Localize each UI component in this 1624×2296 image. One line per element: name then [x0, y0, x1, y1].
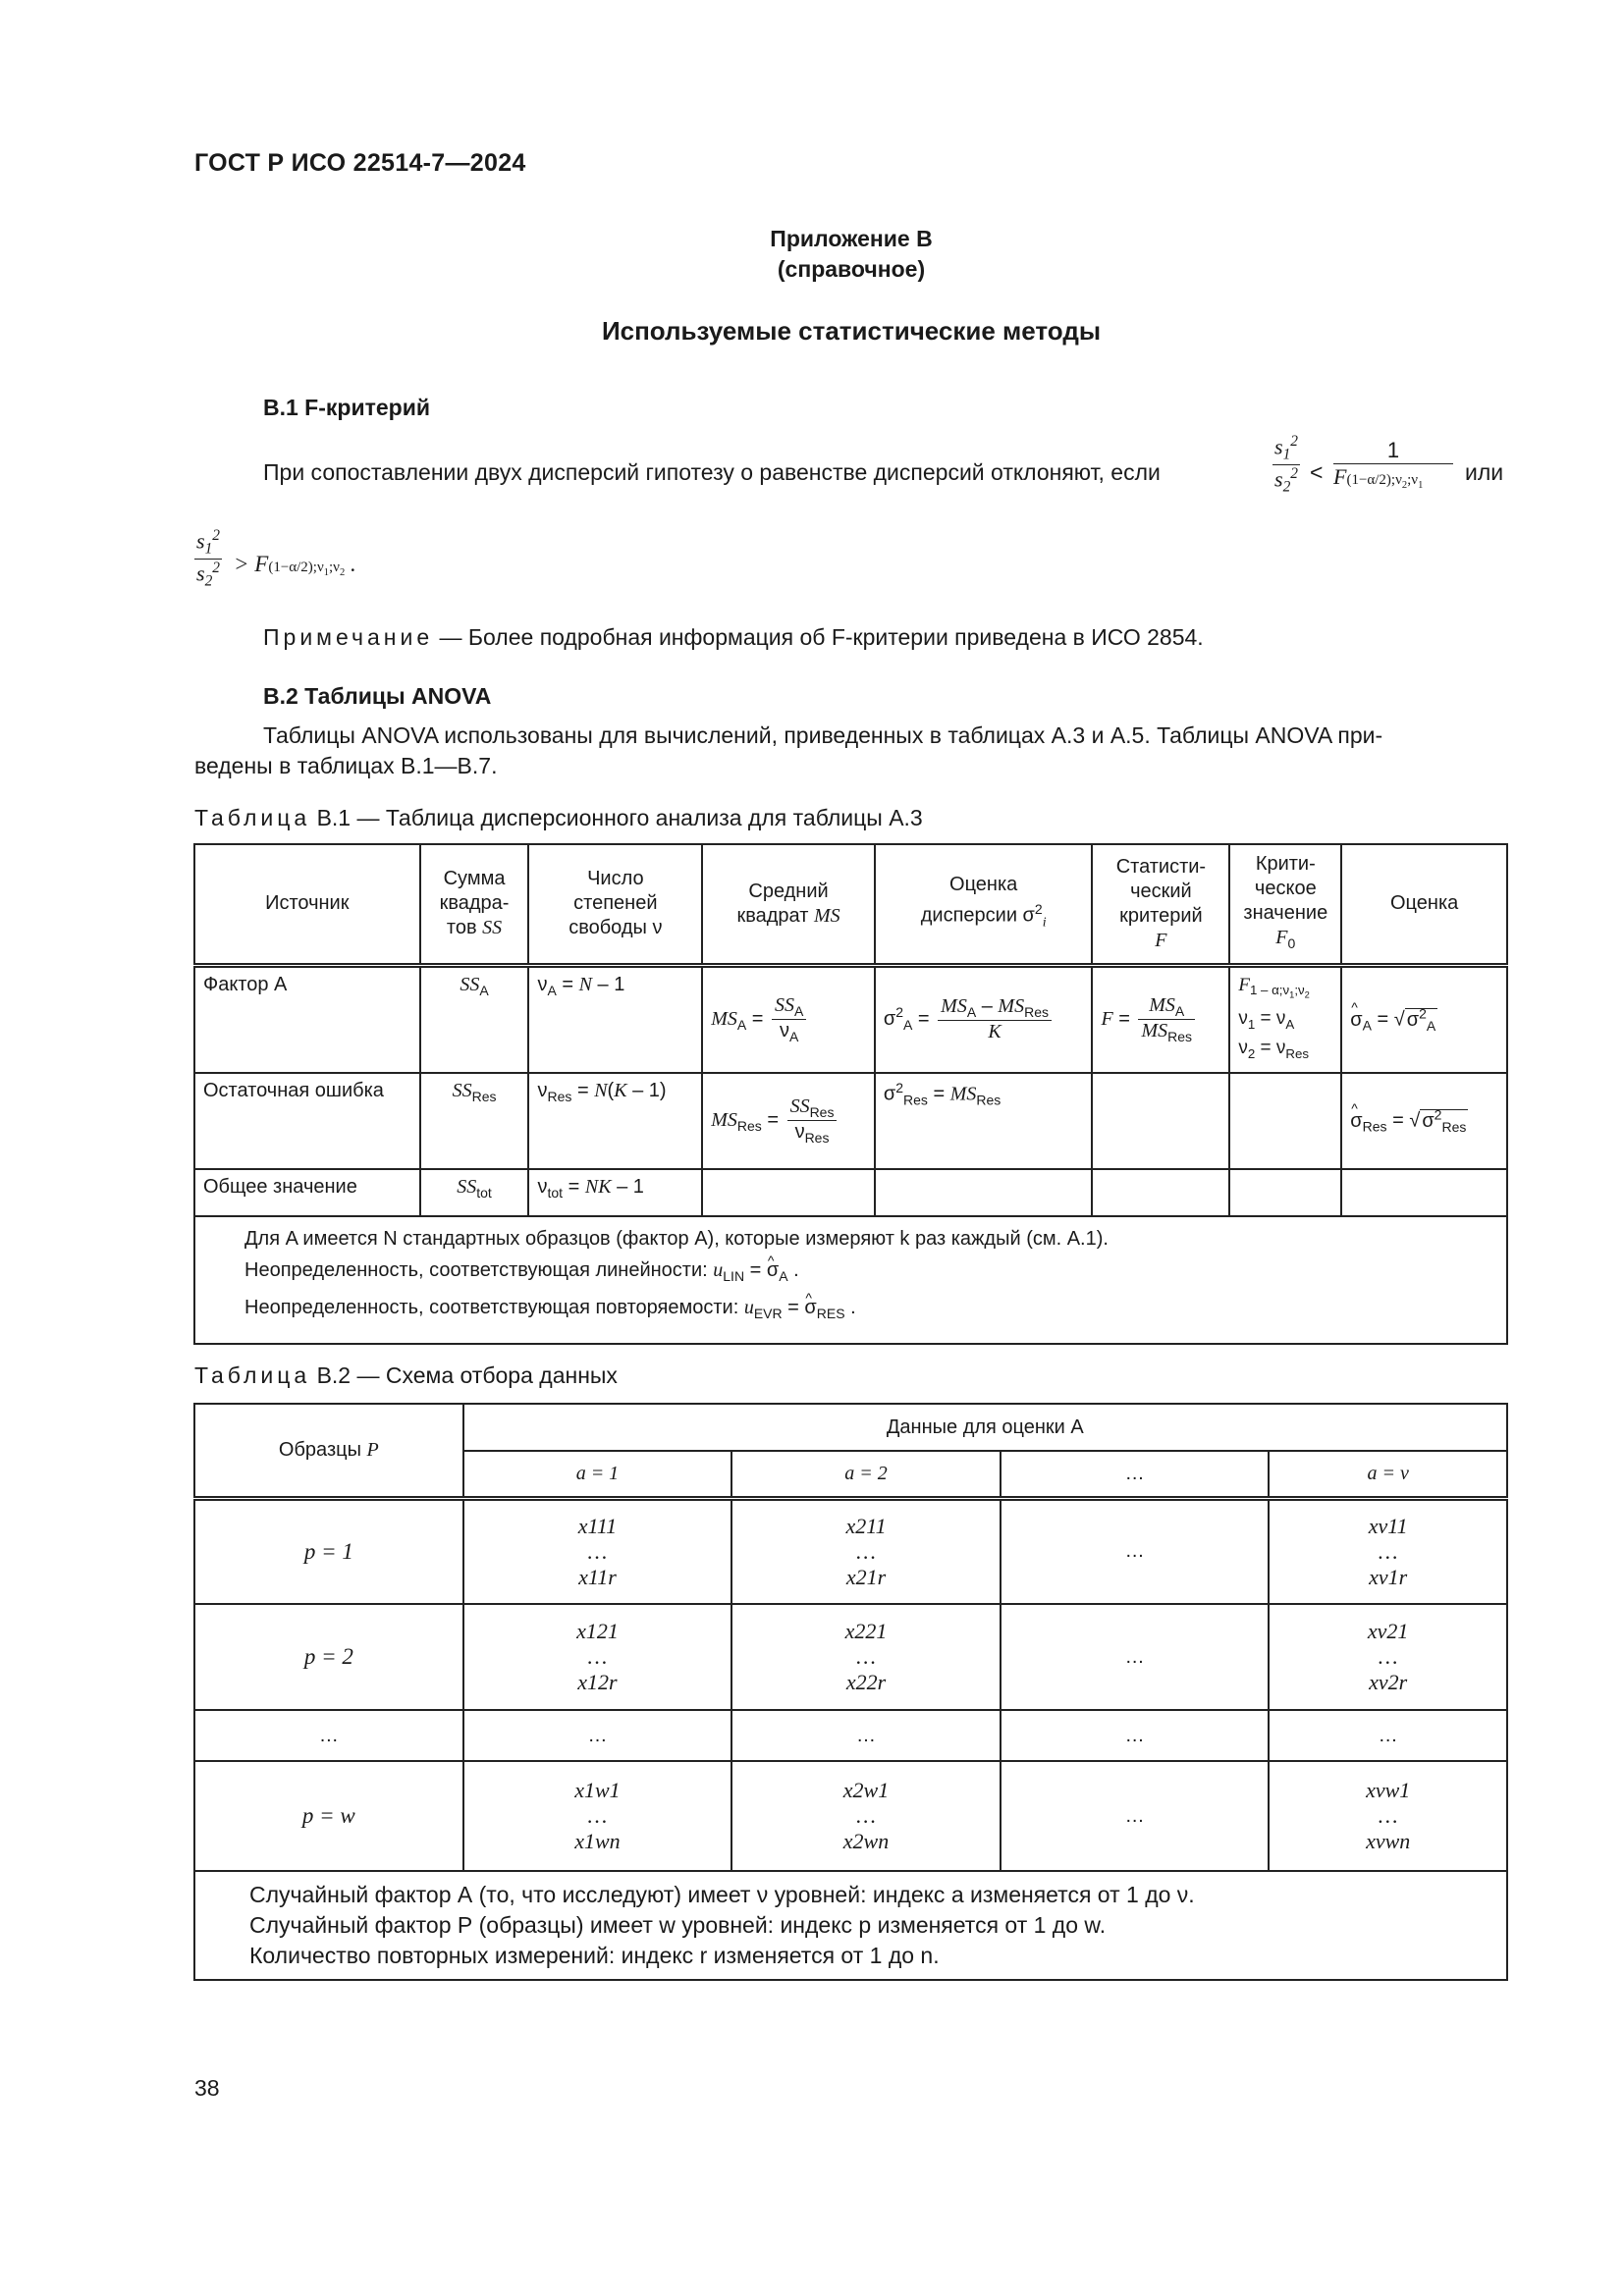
f-critical-formula: > $F(1-\alpha/2);\nu_1;\nu_2$ . [234, 552, 356, 578]
header-sum-of-squares: Сумма квадра- тов SS [420, 844, 529, 965]
row-label: p = w [194, 1761, 463, 1871]
anova-row-residual [194, 1073, 1507, 1169]
page-number: 38 [194, 2075, 220, 2101]
data-cell: x111 … x11r [463, 1498, 732, 1604]
ms-residual: $MS_{Res}$ = $\frac{SS_{Res}}{\nu_{Res}}$ [702, 1073, 875, 1169]
table-b1-caption-label: Таблица [194, 805, 311, 830]
row-label-residual: Остаточная ошибка [194, 1073, 420, 1169]
estimate-factor: ^ $\sigma_A$ = √ $\sigma^2_A$ [1341, 965, 1507, 1073]
subheader-anu: a = ν [1269, 1451, 1507, 1498]
data-cell: … [731, 1710, 1001, 1761]
footnote-1: Случайный фактор А (то, что исследуют) имеет ν уровней: индекс a изменяется от 1 до ν. [249, 1882, 1195, 1907]
table-b1-caption-text: В.1 — Таблица дисперсионного анализа для таблицы А.3 [316, 805, 923, 830]
document-code: ГОСТ Р ИСО 22514-7—2024 [194, 149, 526, 177]
table-row [194, 1710, 1507, 1761]
variance-factor: $\sigma^2_A$ = $\frac{MS_A - MS_{Res}}{K}$ [875, 965, 1093, 1073]
table-b2-footnotes [194, 1871, 1507, 1980]
header-data-for-a: Данные для оценки А [463, 1404, 1507, 1451]
row-label: … [194, 1710, 463, 1761]
data-cell: xνw1 … xνwn [1269, 1761, 1507, 1871]
row-label-factor: Фактор А [194, 965, 420, 1073]
header-mean-square: Средний квадрат MS [702, 844, 875, 965]
subheader-ellipsis: … [1001, 1451, 1270, 1498]
anova-row-total [194, 1169, 1507, 1216]
anova-notes-row [194, 1216, 1507, 1344]
data-cell: … [1001, 1710, 1270, 1761]
df-total: $\nu_{tot}$ = NK – 1 [528, 1169, 702, 1216]
table-row [194, 1604, 1507, 1710]
row-label: p = 1 [194, 1498, 463, 1604]
appendix-title: Приложение В [770, 226, 933, 251]
anova-note-3: Неопределенность, соответствующая повторяемости: $u_{EVR}$ = ^ $\sigma_{RES}$ . [244, 1292, 1457, 1329]
data-cell: … [1001, 1498, 1270, 1604]
data-cell: … [1001, 1604, 1270, 1710]
appendix-subtitle: (справочное) [777, 256, 926, 282]
header-samples: Образцы P [194, 1404, 463, 1498]
anova-row-factor [194, 965, 1507, 1073]
estimate-residual: ^ $\sigma_{Res}$ = √ $\sigma^2_{Res}$ [1341, 1073, 1507, 1169]
table-b1-caption [194, 803, 923, 832]
data-cell: x2w1 … x2wn [731, 1761, 1001, 1871]
header-source: Источник [194, 844, 420, 965]
f-reciprocal-formula: 1 $F(1-\alpha/2);\nu_2;\nu_1$ [1333, 438, 1453, 491]
table-row [194, 1761, 1507, 1871]
anova-note-2: Неопределенность, соответствующая линейности: $u_{LIN}$ = ^ $\sigma_A$ . [244, 1255, 1457, 1292]
data-cell: x211 … x21r [731, 1498, 1001, 1604]
data-cell: xν11 … xν1r [1269, 1498, 1507, 1604]
variance-ratio-formula: $s_1^2$ $s_2^2$ [1274, 433, 1298, 496]
table-row [194, 1498, 1507, 1604]
anova-table [193, 843, 1508, 1345]
df-residual: $\nu_{Res} = N(K - 1)$ [528, 1073, 702, 1169]
ms-factor: $MS_A$ = $\frac{SS_A}{\nu_A}$ [702, 965, 875, 1073]
variance-residual: $\sigma^2_{Res} = MS_{Res}$ [875, 1073, 1093, 1169]
f-test-paragraph: При сопоставлении двух дисперсий гипотезу о равенстве дисперсий отклоняют, если [263, 459, 1161, 485]
data-cell: … [463, 1710, 732, 1761]
header-critical-value: Крити- ческое значение $F_0$ [1229, 844, 1341, 965]
data-cell: xν21 … xν2r [1269, 1604, 1507, 1710]
critical-value-residual [1229, 1073, 1341, 1169]
header-estimate: Оценка [1341, 844, 1507, 965]
subheader-a1: a = 1 [463, 1451, 732, 1498]
footnote-3: Количество повторных измерений: индекс r изменяется от 1 до n. [249, 1943, 940, 1968]
subheader-a2: a = 2 [731, 1451, 1001, 1498]
data-cell: … [1269, 1710, 1507, 1761]
data-cell: x121 … x12r [463, 1604, 732, 1710]
data-cell: … [1001, 1761, 1270, 1871]
row-label-total: Общее значение [194, 1169, 420, 1216]
header-test-statistic: Статисти- ческий критерий F [1092, 844, 1229, 965]
section-heading-b2: В.2 Таблицы ANOVA [263, 683, 492, 709]
anova-paragraph-line1: Таблицы ANOVA использованы для вычислений, приведенных в таблицах А.3 и А.5. Таблицы ANOVA при- [263, 722, 1383, 748]
header-degrees-of-freedom: Число степеней свободы ν [528, 844, 702, 965]
f-statistic-residual [1092, 1073, 1229, 1169]
critical-value-factor: $F_{1 - \alpha;\nu_1;\nu_2}$ $\nu_1 = \nu_A$ $\nu_2 = \nu_{Res}$ [1229, 965, 1341, 1073]
anova-header-row [194, 844, 1507, 965]
footnote-2: Случайный фактор Р (образцы) имеет w уровней: индекс p изменяется от 1 до w. [249, 1912, 1107, 1938]
table-b2-caption [194, 1361, 618, 1390]
data-sampling-table [193, 1403, 1508, 1981]
main-title: Используемые статистические методы [601, 316, 1102, 346]
ss-total: $SS_{tot}$ [420, 1169, 529, 1216]
anova-paragraph-line2: ведены в таблицах В.1—В.7. [194, 753, 498, 778]
note-text: — Более подробная информация об F-критерии приведена в ИСО 2854. [439, 624, 1204, 650]
anova-notes [194, 1216, 1507, 1344]
table-b2-caption-text: В.2 — Схема отбора данных [316, 1362, 618, 1388]
ss-factor: $SS_A$ [420, 965, 529, 1073]
section-heading-b1: В.1 F-критерий [263, 395, 430, 420]
data-cell: x221 … x22r [731, 1604, 1001, 1710]
f-statistic-factor: F = $\frac{MS_A}{MS_{Res}}$ [1092, 965, 1229, 1073]
ss-residual: $SS_{Res}$ [420, 1073, 529, 1169]
table-b2-footnotes-row [194, 1871, 1507, 1980]
table-b2-caption-label: Таблица [194, 1362, 311, 1388]
row-label: p = 2 [194, 1604, 463, 1710]
or-word: или [1465, 459, 1504, 485]
note-label: Примечание [263, 624, 434, 650]
note-b1 [263, 622, 1204, 652]
header-variance-estimate: Оценка дисперсии $\sigma^2_i$ [875, 844, 1093, 965]
df-factor: $\nu_A = N - 1$ [528, 965, 702, 1073]
anova-note-1: Для A имеется N стандартных образцов (фактор А), которые измеряют k раз каждый (см. А.1). [244, 1227, 1109, 1250]
data-cell: x1w1 … x1wn [463, 1761, 732, 1871]
less-than-sign: < [1310, 459, 1324, 485]
variance-ratio-formula-2: $s_1^2$ $s_2^2$ [196, 527, 220, 590]
